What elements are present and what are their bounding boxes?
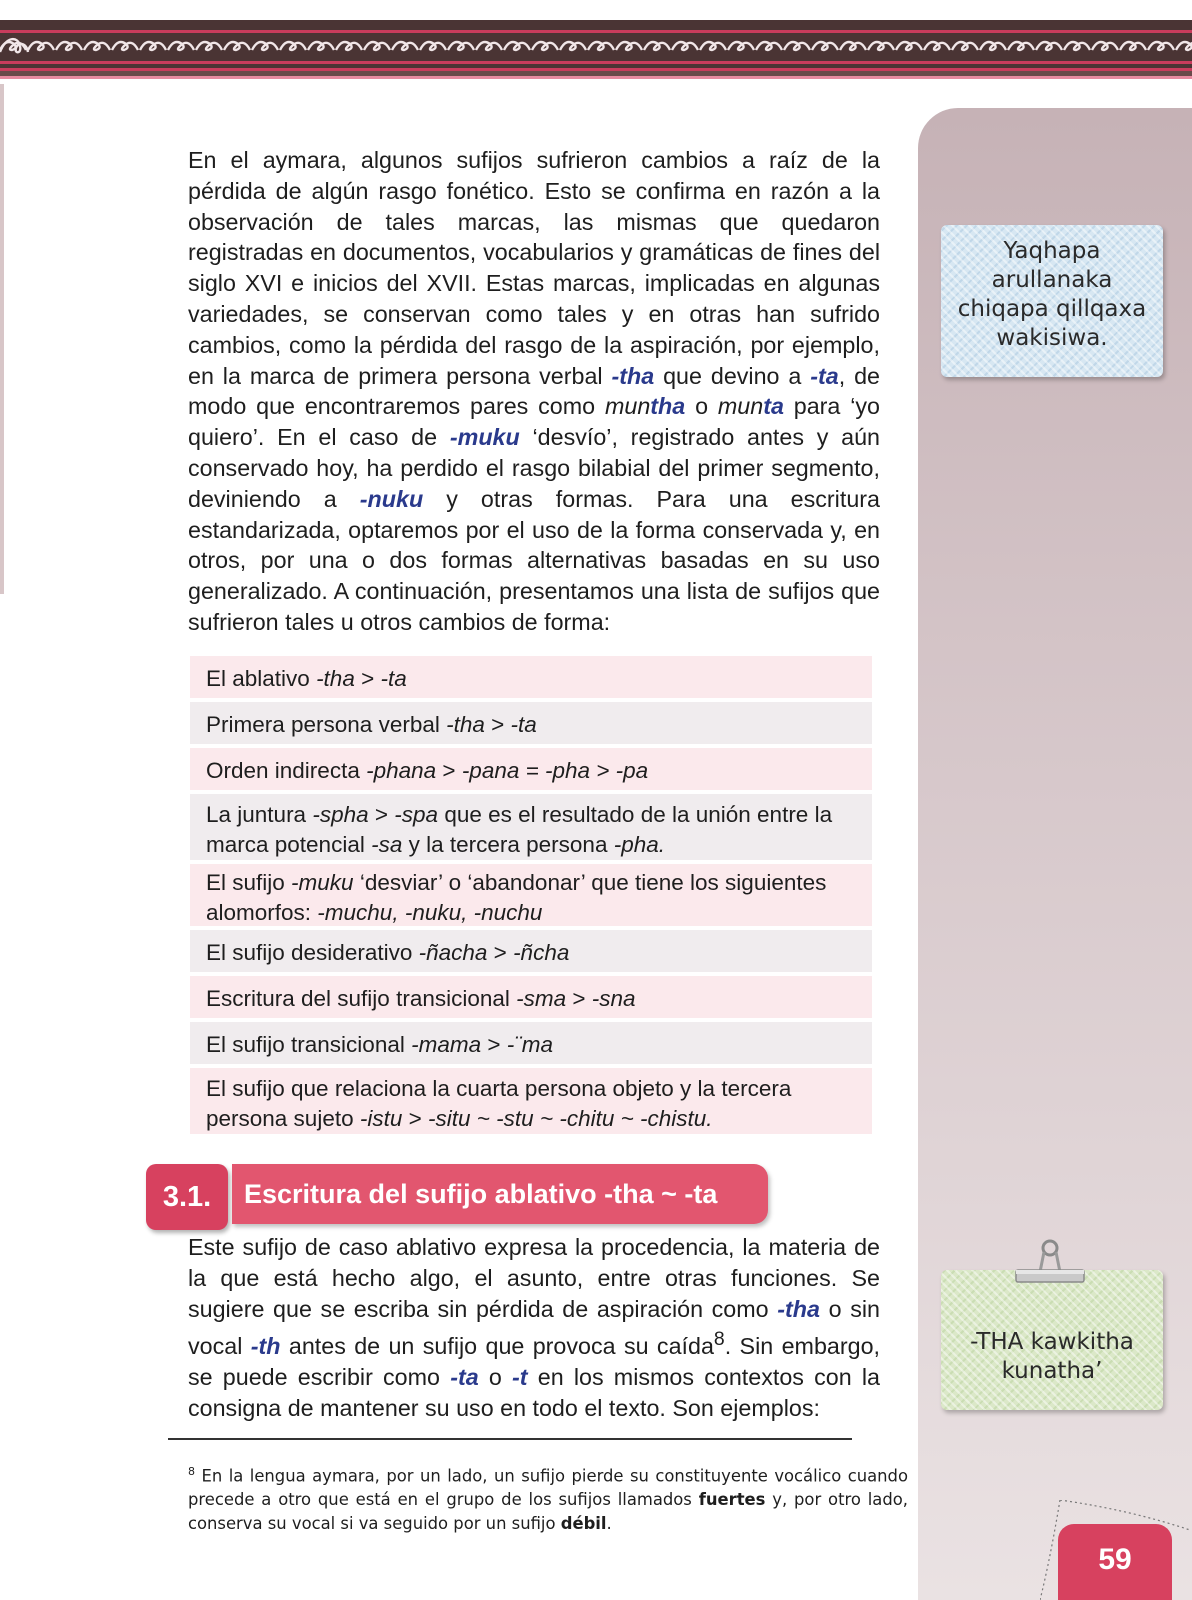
decorative-top-band: [0, 0, 1192, 84]
suffix-highlight: -th: [250, 1333, 281, 1360]
page-number: 59: [1058, 1524, 1172, 1600]
intro-paragraph: En el aymara, algunos sufijos sufrieron cambios a raíz de la pérdida de algún rasgo fonético. Esto se confirma en razón a la observación de tales marcas, las mismas que quedaron registradas en documentos, vocabularios y gramáticas de fines del siglo XVI e inicios del XVII. Estas marcas, implicadas en algunas variedades, se conservan como tales y en otras han sufrido cambios, como la pérdida del rasgo de la aspiración, por ejemplo, en la marca de primera persona verbal -tha que devino a -ta, de modo que encontraremos pares como muntha o munta para ‘yo quiero’. En el caso de -muku ‘desvío’, registrado antes y aún conservado hoy, ha perdido el rasgo bilabial del primer segmento, deviniendo a -nuku y otras formas. Para una escritura estandarizada, optaremos por el uso de la forma conservada y, en otros, por una o dos formas alternativas basadas en su uso generalizado. A continuación, presentamos una lista de sufijos que sufrieron tales u otros cambios de forma:: [188, 147, 881, 635]
section-title: Escritura del sufijo ablativo -tha ~ -ta: [232, 1164, 768, 1224]
note-line: Yaqhapa: [1003, 238, 1101, 264]
note-line: kunatha’: [1001, 1358, 1103, 1384]
list-item: Escritura del sufijo transicional -sma > -sna: [190, 976, 872, 1018]
footnote-divider: [168, 1438, 852, 1440]
list-item: Orden indirecta -phana > -pana = -pha > -pa: [190, 748, 872, 790]
left-edge-stripe: [0, 84, 4, 594]
sidebar-note-bottom: [941, 1270, 1163, 1410]
suffix-highlight: -nuku: [359, 485, 424, 512]
list-item: El sufijo desiderativo -ñacha > -ñcha: [190, 930, 872, 972]
list-item: El ablativo -tha > -ta: [190, 656, 872, 698]
list-item: El sufijo que relaciona la cuarta persona objeto y la tercera persona sujeto -istu > -situ ~ -stu ~ -chitu ~ -chistu.: [190, 1068, 872, 1134]
list-item: El sufijo -muku ‘desviar’ o ‘abandonar’ que tiene los siguientes alomorfos: -muchu, -nuku, -nuchu: [190, 864, 872, 926]
note-line: arullanaka: [991, 267, 1113, 293]
suffix-highlight: ta: [763, 393, 784, 420]
list-item: La juntura -spha > -spa que es el resultado de la unión entre la marca potencial -sa y la tercera persona -pha.: [190, 794, 872, 860]
suffix-highlight: -ta: [810, 362, 839, 389]
footnote: $^8$ En la lengua aymara, por un lado, un sufijo pierde su constituyente vocálico cuando precede a otro que está en el grupo de los sufijos llamados fuertes y, por otro lado, conserva su vocal si va seguido por un sufijo débil.: [188, 1465, 908, 1534]
list-item: El sufijo transicional -mama > -¨ma: [190, 1022, 872, 1064]
suffix-change-list: [190, 656, 872, 1138]
section-number-badge: 3.1.: [146, 1164, 228, 1230]
suffix-highlight: -muku: [449, 424, 520, 451]
suffix-highlight: -tha: [777, 1295, 820, 1322]
suffix-highlight: tha: [650, 393, 686, 420]
binder-clip-icon: [1010, 1238, 1090, 1288]
suffix-highlight: -ta: [450, 1363, 479, 1390]
note-line: chiqapa qillqaxa: [957, 296, 1147, 322]
suffix-highlight: -tha: [611, 362, 655, 389]
note-line: -THA kawkitha: [970, 1329, 1134, 1355]
footnote-ref: 8: [713, 1328, 725, 1351]
note-line: wakisiwa.: [996, 325, 1108, 351]
list-item: Primera persona verbal -tha > -ta: [190, 702, 872, 744]
suffix-highlight: -t: [512, 1363, 528, 1390]
section-paragraph: Este sufijo de caso ablativo expresa la procedencia, la materia de la que está hecho algo, el asunto, entre otras funciones. Se sugiere que se escriba sin pérdida de aspiración como -tha o sin vocal -th antes de un sufijo que provoca su caída$^8$. Sin embargo, se puede escribir como -ta o -t en los mismos contextos con la consigna de mantener su uso en todo el texto. Son ejemplos:: [188, 1234, 881, 1421]
sidebar-note-top: [941, 225, 1163, 377]
